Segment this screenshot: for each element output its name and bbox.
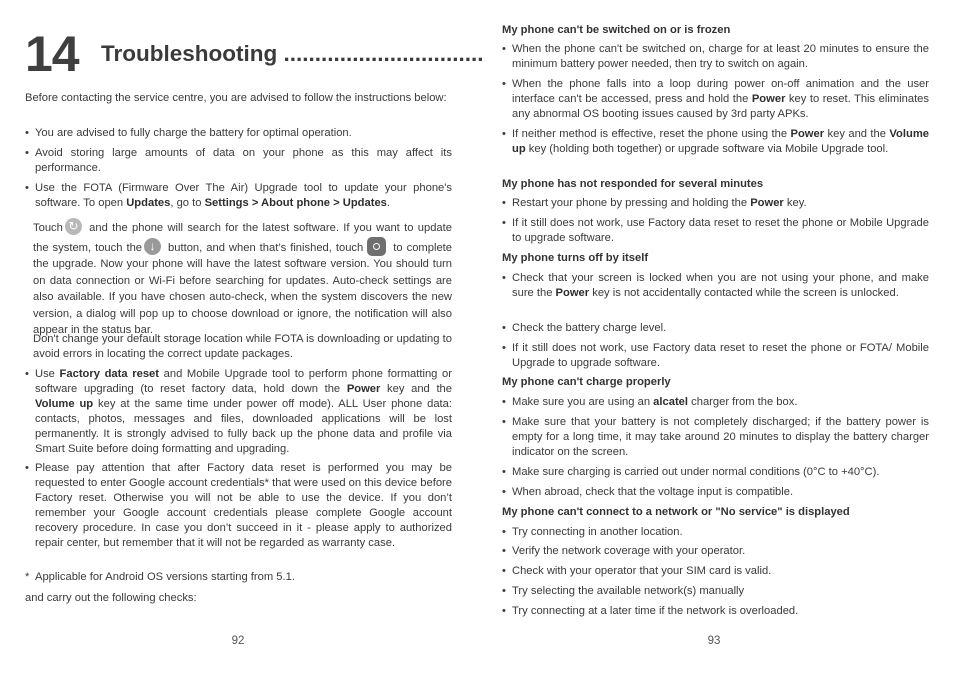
list-item: • You are advised to fully charge the battery for optimal operation. bbox=[25, 126, 452, 141]
list-item: • Check that your screen is locked when you are not using your phone, and make sure the Power key is not accidentally contacted while the screen is unlocked. bbox=[502, 271, 929, 301]
list-item: • Make sure that your battery is not completely discharged; if the battery power is empty for a long time, it may take around 20 minutes to display the battery charger indicator on the screen. bbox=[502, 415, 929, 460]
list-item: • Make sure you are using an alcatel charger from the box. bbox=[502, 395, 929, 410]
page-number-left: 92 bbox=[231, 635, 245, 647]
list-item: • Avoid storing large amounts of data on your phone as this may affect its performance. bbox=[25, 146, 452, 176]
chapter-header bbox=[25, 26, 484, 82]
install-icon[interactable] bbox=[367, 237, 386, 256]
chapter-title: Troubleshooting ................................ bbox=[101, 41, 484, 66]
section-heading: My phone can't be switched on or is frozen bbox=[502, 24, 731, 36]
list-item: • Please pay attention that after Factory data reset is performed you may be requested to enter Google account credentials* that were used on this device before Factory reset. Otherwise you will not be able to use the device. If you don’t remember your Google account credentials please complete Google account recovery procedure. In case you don’t succeed in it - please apply to authorized repair center, but remember that it will not be regarded as warranty case. bbox=[25, 461, 452, 551]
list-item: • Use Factory data reset and Mobile Upgrade tool to perform phone formatting or software upgrading (to reset factory data, hold down the Power key and the Volume up key at the same time under power off mode). ALL User phone data: contacts, photos, messages and files, downloaded applications will be lost permanently. It is strongly advised to fully back up the phone data and profile via Smart Suite before doing formatting and upgrading. bbox=[25, 367, 452, 457]
chapter-number: 14 bbox=[25, 26, 79, 82]
list-item: • If it still does not work, use Factory data reset to reset the phone or Mobile Upgrade to upgrade software. bbox=[502, 216, 929, 246]
list-item: • Restart your phone by pressing and holding the Power key. bbox=[502, 196, 929, 211]
download-icon[interactable] bbox=[144, 238, 161, 255]
section-heading: My phone has not responded for several minutes bbox=[502, 178, 764, 190]
list-item: • Check the battery charge level. bbox=[502, 321, 929, 336]
list-item: • If it still does not work, use Factory data reset to reset the phone or FOTA/ Mobile Upgrade to upgrade software. bbox=[502, 341, 929, 371]
page-number-right: 93 bbox=[707, 635, 721, 647]
footnote: * Applicable for Android OS versions starting from 5.1. bbox=[25, 570, 452, 585]
list-item: • When the phone can't be switched on, charge for at least 20 minutes to ensure the minimum battery power needed, then try to switch on again. bbox=[502, 42, 929, 72]
section-heading: My phone turns off by itself bbox=[502, 252, 649, 264]
intro-paragraph: Before contacting the service centre, you are advised to follow the instructions below: bbox=[25, 92, 447, 104]
list-item: • If neither method is effective, reset the phone using the Power key and the Volume up key (holding both together) or upgrade software via Mobile Upgrade tool. bbox=[502, 127, 929, 157]
list-item: • Verify the network coverage with your operator. bbox=[502, 544, 929, 559]
left-page bbox=[25, 0, 484, 678]
list-item: • Make sure charging is carried out under normal conditions (0°C to +40°C). bbox=[502, 465, 929, 480]
list-item: • When the phone falls into a loop during power on-off animation and the user interface can't be accessed, press and hold the Power key to reset. This eliminates any abnormal OS booting issues caused by 3rd party APKs. bbox=[502, 77, 929, 122]
list-item: • Check with your operator that your SIM card is valid. bbox=[502, 564, 929, 579]
storage-note: Don't change your default storage location while FOTA is downloading or updating to avoid errors in locating the correct update packages. bbox=[33, 333, 452, 360]
list-item: • Use the FOTA (Firmware Over The Air) Upgrade tool to update your phone's software. To open Updates, go to Settings > About phone > Updates. bbox=[25, 181, 452, 211]
list-item: • Try connecting at a later time if the network is overloaded. bbox=[502, 604, 929, 619]
list-item: • Try selecting the available network(s) manually bbox=[502, 584, 929, 599]
section-heading: My phone can't charge properly bbox=[502, 376, 671, 388]
section-heading: My phone can't connect to a network or "No service" is displayed bbox=[502, 506, 850, 518]
closing-text: and carry out the following checks: bbox=[25, 592, 197, 604]
list-item: • When abroad, check that the voltage input is compatible. bbox=[502, 485, 929, 500]
fota-instructions: Touch↻ and the phone will search for the latest software. If you want to update the system, touch the↓ button, and when that’s finished, touch to complete the upgrade. Now your phone will have the latest software version. You should turn on data connection or Wi-Fi before searching for updates. Auto-check settings are also available. If you have chosen auto-check, when the system discovers the new version, a dialog will pop up to choose download or ignore, the notification will also appear in the status bar. bbox=[25, 218, 452, 339]
update-check-icon[interactable] bbox=[65, 218, 82, 235]
right-page bbox=[502, 0, 929, 678]
list-item: • Try connecting in another location. bbox=[502, 525, 929, 540]
